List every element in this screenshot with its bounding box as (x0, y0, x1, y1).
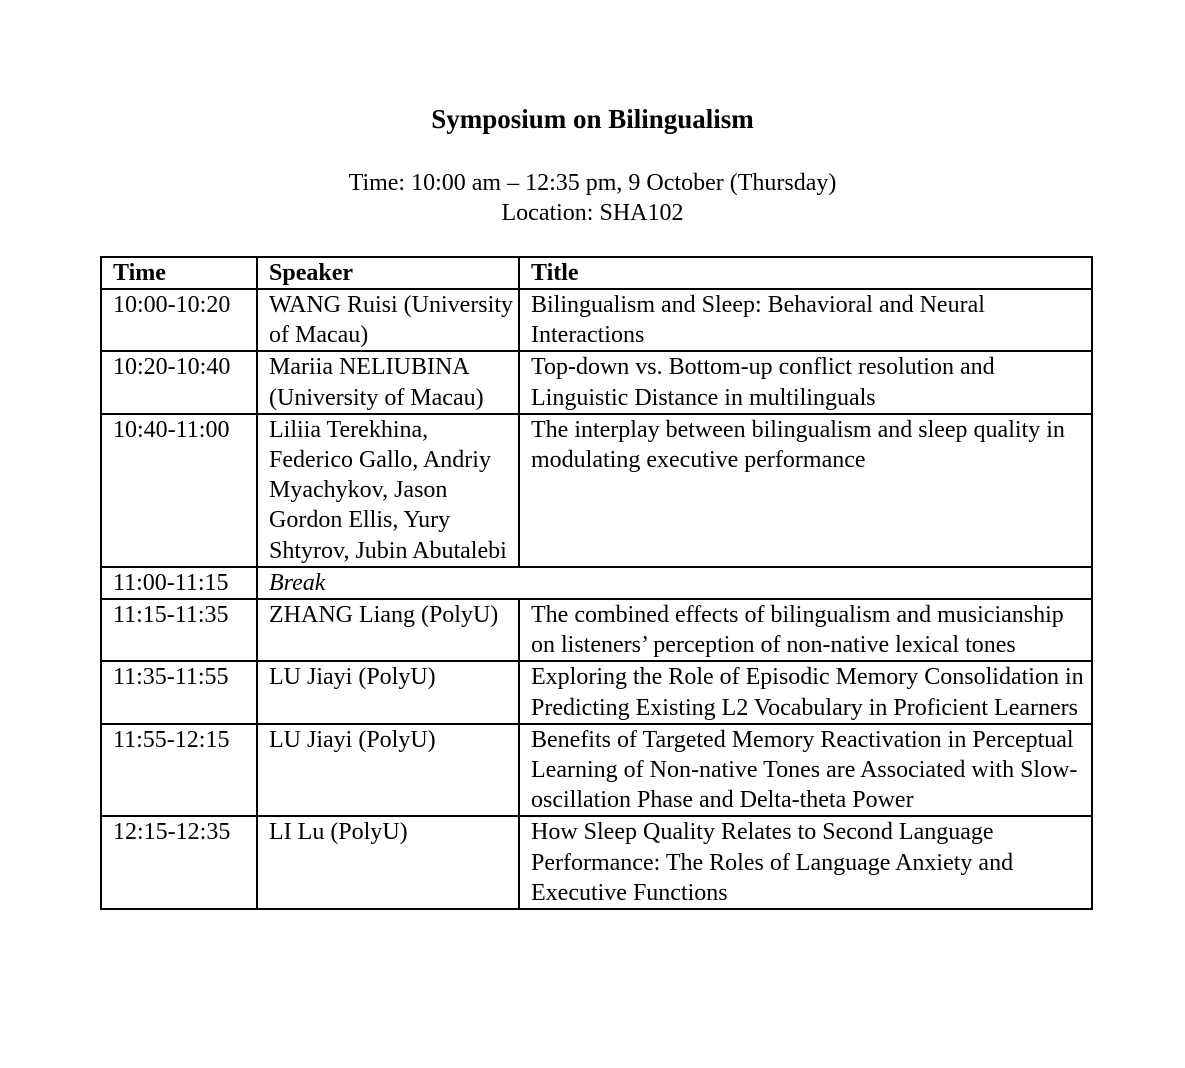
table-row (101, 414, 1092, 567)
row-title: How Sleep Quality Relates to Second Language Performance: The Roles of Language Anxiety and Executive Functions (519, 816, 1092, 909)
table-row-break (101, 567, 1092, 599)
row-time: 10:20-10:40 (101, 351, 257, 413)
row-title: The combined effects of bilingualism and musicianship on listeners’ perception of non-native lexical tones (519, 599, 1092, 661)
schedule-table (100, 256, 1093, 910)
header-time: Time (101, 257, 257, 289)
row-time: 10:40-11:00 (101, 414, 257, 567)
table-row (101, 724, 1092, 817)
time-line: Time: 10:00 am – 12:35 pm, 9 October (Thursday) (348, 170, 837, 196)
document-title: Symposium on Bilingualism (431, 104, 754, 134)
row-title: Exploring the Role of Episodic Memory Consolidation in Predicting Existing L2 Vocabulary in Proficient Learners (519, 661, 1092, 723)
header-title: Title (519, 257, 1092, 289)
row-speaker: LU Jiayi (PolyU) (257, 661, 519, 723)
table-row (101, 289, 1092, 351)
row-time: 11:35-11:55 (101, 661, 257, 723)
row-time: 12:15-12:35 (101, 816, 257, 909)
table-row (101, 661, 1092, 723)
row-title: Benefits of Targeted Memory Reactivation in Perceptual Learning of Non-native Tones are Associated with Slow-oscillation Phase and Delta-theta Power (519, 724, 1092, 817)
table-row (101, 599, 1092, 661)
row-title: Bilingualism and Sleep: Behavioral and Neural Interactions (519, 289, 1092, 351)
row-speaker: Mariia NELIUBINA (University of Macau) (257, 351, 519, 413)
row-title: Top-down vs. Bottom-up conflict resolution and Linguistic Distance in multilinguals (519, 351, 1092, 413)
row-speaker: ZHANG Liang (PolyU) (257, 599, 519, 661)
row-time: 11:15-11:35 (101, 599, 257, 661)
header-speaker: Speaker (257, 257, 519, 289)
row-speaker: LI Lu (PolyU) (257, 816, 519, 909)
location-line: Location: SHA102 (501, 200, 684, 226)
row-title: The interplay between bilingualism and sleep quality in modulating executive performance (519, 414, 1092, 567)
break-label: Break (257, 567, 1092, 599)
event-info (0, 168, 1185, 228)
table-header-row (101, 257, 1092, 289)
row-time: 11:55-12:15 (101, 724, 257, 817)
table-row (101, 351, 1092, 413)
row-speaker: Liliia Terekhina, Federico Gallo, Andriy Myachykov, Jason Gordon Ellis, Yury Shtyrov, Jubin Abutalebi (257, 414, 519, 567)
table-row (101, 816, 1092, 909)
row-speaker: WANG Ruisi (University of Macau) (257, 289, 519, 351)
row-time: 11:00-11:15 (101, 567, 257, 599)
row-time: 10:00-10:20 (101, 289, 257, 351)
row-speaker: LU Jiayi (PolyU) (257, 724, 519, 817)
